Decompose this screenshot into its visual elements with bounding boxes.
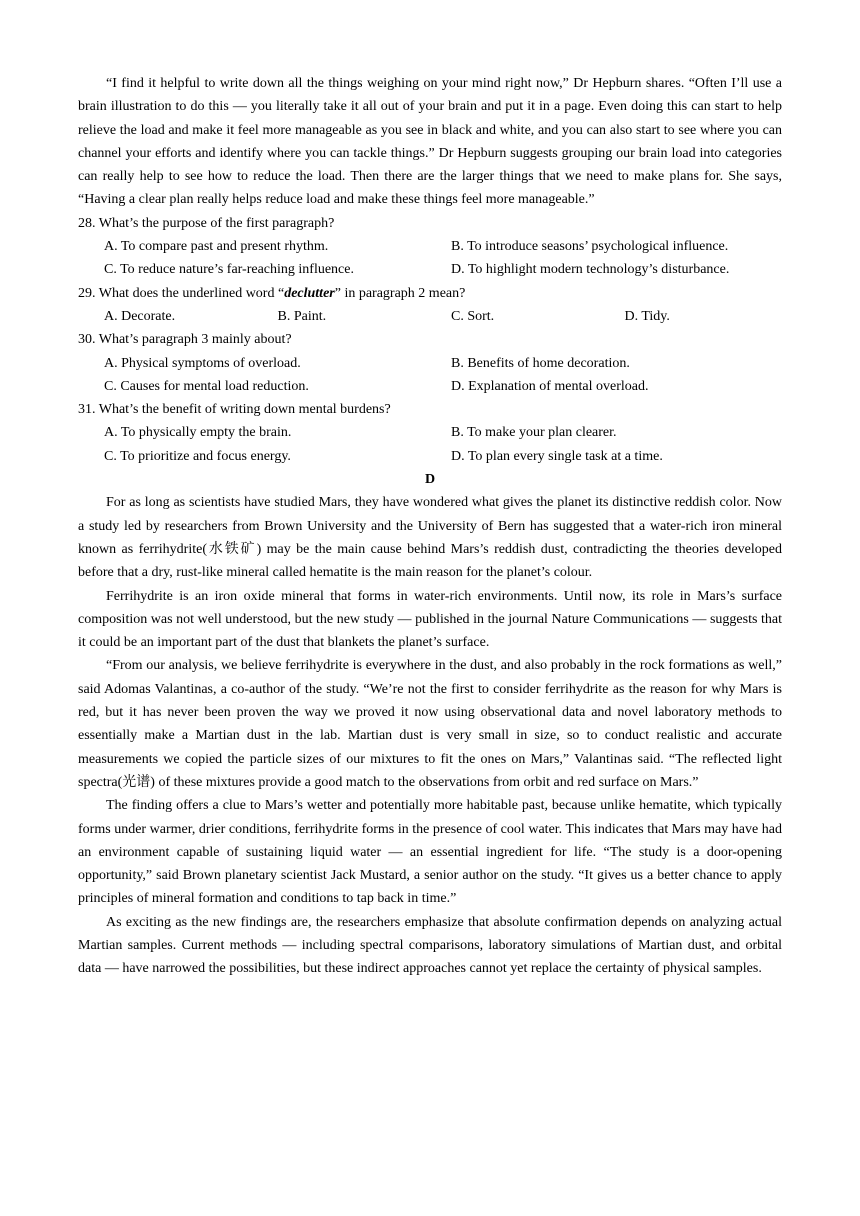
- exam-page: [78, 72, 782, 981]
- question-31: [78, 398, 782, 468]
- option-b[interactable]: B. To introduce seasons’ psychological influence.: [451, 239, 729, 255]
- option-c[interactable]: C. To reduce nature’s far-reaching influence.: [104, 262, 354, 278]
- option-d[interactable]: D. Explanation of mental overload.: [451, 378, 649, 394]
- option-b[interactable]: B. To make your plan clearer.: [451, 425, 617, 441]
- option-a[interactable]: A. To compare past and present rhythm.: [104, 239, 329, 255]
- option-a[interactable]: A. Physical symptoms of overload.: [104, 355, 301, 371]
- section-d-paragraph-4: The finding offers a clue to Mars’s wetter and potentially more habitable past, because unlike hematite, which typically forms under warmer, drier conditions, ferrihydrite forms in the presence of cool water. This indicates that Mars may have had an environment capable of sustaining liquid water — an essential ingredient for life. “The study is a door-opening opportunity,” said Brown planetary scientist Jack Mustard, a senior author on the study. “It gives us a better chance to apply principles of mineral formation and conditions to tap back in time.”: [78, 798, 782, 907]
- underlined-keyword: declutter: [284, 285, 335, 301]
- section-d-paragraph-3: “From our analysis, we believe ferrihydrite is everywhere in the dust, and also probably in the rock formations as well,” said Adomas Valantinas, a co-author of the study. “We’re not the first to consider ferrihydrite as the reason for why Mars is red, but it has never been proven the way we proved it now using observational data and novel laboratory methods to essentially make a Martian dust in the lab. Martian dust is very small in size, so to conduct realistic and accurate measurements we copied the particle sizes of our mixtures to fit the ones on Mars,” Valantinas said. “The reflected light spectra(光谱) of these mixtures provide a good match to the observations from orbit and red surface on Mars.”: [78, 658, 782, 790]
- question-stem: 30. What’s paragraph 3 mainly about?: [78, 332, 292, 348]
- option-d[interactable]: D. Tidy.: [624, 308, 670, 324]
- question-30: [78, 328, 782, 398]
- option-c[interactable]: C. Causes for mental load reduction.: [104, 378, 309, 394]
- option-b[interactable]: B. Paint.: [277, 308, 327, 324]
- option-b[interactable]: B. Benefits of home decoration.: [451, 355, 630, 371]
- question-28: [78, 212, 782, 282]
- section-d-heading: D: [424, 472, 436, 488]
- section-d-paragraph-5: As exciting as the new findings are, the researchers emphasize that absolute confirmation depends on analyzing actual Martian samples. Current methods — including spectral comparisons, laboratory simulations of Martian dust, and orbital data — have narrowed the possibilities, but these indirect approaches cannot yet replace the certainty of physical samples.: [78, 914, 782, 977]
- option-d[interactable]: D. To highlight modern technology’s disturbance.: [451, 262, 730, 278]
- option-c[interactable]: C. Sort.: [451, 308, 495, 324]
- option-d[interactable]: D. To plan every single task at a time.: [451, 448, 663, 464]
- option-c[interactable]: C. To prioritize and focus energy.: [104, 448, 291, 464]
- section-d-paragraph-1: For as long as scientists have studied Mars, they have wondered what gives the planet its distinctive reddish color. Now a study led by researchers from Brown University and the University of Bern has suggested that a water-rich iron mineral known as ferrihydrite(水铁矿) may be the main cause behind Mars’s reddish dust, contradicting the theories developed before that a dry, rust-like mineral called hematite is the main reason for the planet’s colour.: [78, 495, 782, 581]
- question-stem: 28. What’s the purpose of the first paragraph?: [78, 215, 335, 231]
- section-d-paragraph-2: Ferrihydrite is an iron oxide mineral that forms in water-rich environments. Until now, its role in Mars’s surface composition was not well understood, but the new study — published in the journal Nature Communications — suggests that it could be an important part of the dust that blankets the planet’s surface.: [78, 588, 782, 651]
- question-stem: 29. What does the underlined word “declutter” in paragraph 2 mean?: [78, 285, 466, 301]
- passage-c-final-paragraph: “I find it helpful to write down all the things weighing on your mind right now,” Dr Hepburn shares. “Often I’ll use a brain illustration to do this — you literally take it all out of your brain and put it in a page. Even doing this can start to help relieve the load and make it feel more manageable as you see in black and white, and you can also start to see where you can channel your efforts and identify where you can tackle things.” Dr Hepburn suggests grouping our brain load into categories can really help to see how to reduce the load. Then there are the larger things that we need to make plans for. She says, “Having a clear plan really helps reduce load and make these things feel more manageable.”: [78, 76, 782, 208]
- option-a[interactable]: A. Decorate.: [104, 308, 176, 324]
- question-29: [78, 282, 782, 329]
- option-a[interactable]: A. To physically empty the brain.: [104, 425, 292, 441]
- question-stem: 31. What’s the benefit of writing down mental burdens?: [78, 402, 391, 418]
